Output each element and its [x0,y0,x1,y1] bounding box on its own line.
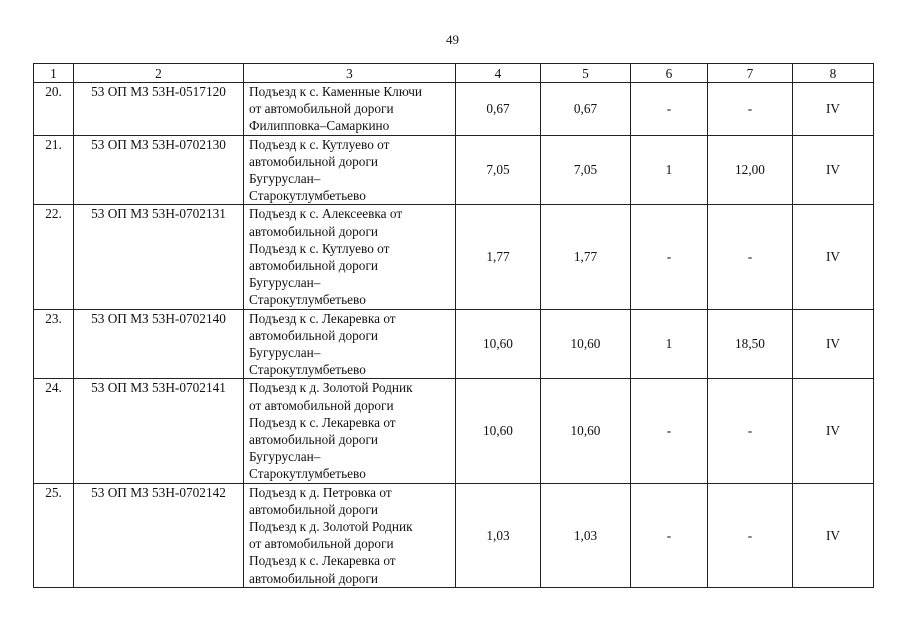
road-name-line: автомобильной дороги [249,223,379,239]
road-name [244,379,456,483]
column-header: 4 [456,64,541,83]
structures-length: 18,50 [708,309,793,379]
column-header: 5 [541,64,631,83]
road-name-line: Старокутлумбетьево [249,188,366,204]
road-name [244,309,456,379]
road-code: 53 ОП МЗ 53Н-0702141 [74,379,244,483]
road-name-line: Подъезд к с. Алексеевка от [249,206,403,222]
road-name [244,483,456,587]
road-category: IV [793,483,874,587]
row-number: 23. [34,309,74,379]
column-header: 1 [34,64,74,83]
road-name-line: Бугуруслан– [249,171,321,187]
header-row [34,64,874,83]
road-name-line: Подъезд к с. Кутлуево от [249,240,390,256]
road-name-line: от автомобильной дороги [249,536,394,552]
road-name-line: автомобильной дороги [249,153,379,169]
length-value: 1,03 [541,483,631,587]
structures-length: - [708,205,793,309]
structures-count: - [631,205,708,309]
road-code: 53 ОП МЗ 53Н-0702130 [74,135,244,205]
structures-length: - [708,379,793,483]
row-number: 24. [34,379,74,483]
structures-count: - [631,379,708,483]
length-total: 1,03 [456,483,541,587]
road-name-line: автомобильной дороги [249,327,379,343]
length-total: 10,60 [456,379,541,483]
road-name-line: Старокутлумбетьево [249,362,366,378]
table-row [34,309,874,379]
road-name-line: Подъезд к с. Каменные Ключи [249,84,423,99]
road-name-line: автомобильной дороги [249,432,379,448]
roads-table [33,63,874,588]
road-name-line: Старокутлумбетьево [249,292,366,308]
road-name-line: Подъезд к с. Лекаревка от [249,414,396,430]
road-name-line: Подъезд к с. Лекаревка от [249,310,396,326]
road-name-line: Подъезд к с. Кутлуево от [249,136,390,152]
row-number: 20. [34,83,74,136]
length-total: 10,60 [456,309,541,379]
road-name-line: автомобильной дороги [249,501,379,517]
length-value: 7,05 [541,135,631,205]
road-name [244,83,456,136]
road-name-line: автомобильной дороги [249,570,379,586]
column-header: 7 [708,64,793,83]
road-name-line: Подъезд к д. Золотой Родник [249,519,413,535]
structures-count: 1 [631,135,708,205]
road-code: 53 ОП МЗ 53Н-0702140 [74,309,244,379]
structures-count: - [631,483,708,587]
road-name [244,135,456,205]
structures-length: - [708,483,793,587]
road-name-line: Старокутлумбетьево [249,466,366,482]
length-value: 0,67 [541,83,631,136]
column-header: 8 [793,64,874,83]
road-name-line: Подъезд к д. Золотой Родник [249,380,413,396]
road-code: 53 ОП МЗ 53Н-0517120 [74,83,244,136]
row-number: 25. [34,483,74,587]
road-name-line: автомобильной дороги [249,258,379,274]
structures-length: 12,00 [708,135,793,205]
road-code: 53 ОП МЗ 53Н-0702142 [74,483,244,587]
structures-count: - [631,83,708,136]
road-category: IV [793,205,874,309]
length-value: 1,77 [541,205,631,309]
column-header: 3 [244,64,456,83]
road-name-line: Филипповка–Самаркино [249,118,390,134]
structures-count: 1 [631,309,708,379]
length-total: 0,67 [456,83,541,136]
road-name-line: Бугуруслан– [249,275,321,291]
row-number: 21. [34,135,74,205]
road-name-line: от автомобильной дороги [249,397,394,413]
column-header: 2 [74,64,244,83]
road-name [244,205,456,309]
table-row [34,379,874,483]
length-value: 10,60 [541,379,631,483]
road-category: IV [793,83,874,136]
road-name-line: от автомобильной дороги [249,101,394,117]
road-name-line: Подъезд к д. Петровка от [249,484,392,500]
length-total: 1,77 [456,205,541,309]
table-row [34,83,874,136]
length-value: 10,60 [541,309,631,379]
road-category: IV [793,309,874,379]
row-number: 22. [34,205,74,309]
length-total: 7,05 [456,135,541,205]
road-name-line: Бугуруслан– [249,449,321,465]
road-category: IV [793,135,874,205]
road-code: 53 ОП МЗ 53Н-0702131 [74,205,244,309]
road-name-line: Бугуруслан– [249,345,321,361]
road-category: IV [793,379,874,483]
table-row [34,483,874,587]
structures-length: - [708,83,793,136]
page-number: 49 [446,32,459,47]
road-name-line: Подъезд к с. Лекаревка от [249,553,396,569]
table-row [34,135,874,205]
table-row [34,205,874,309]
column-header: 6 [631,64,708,83]
